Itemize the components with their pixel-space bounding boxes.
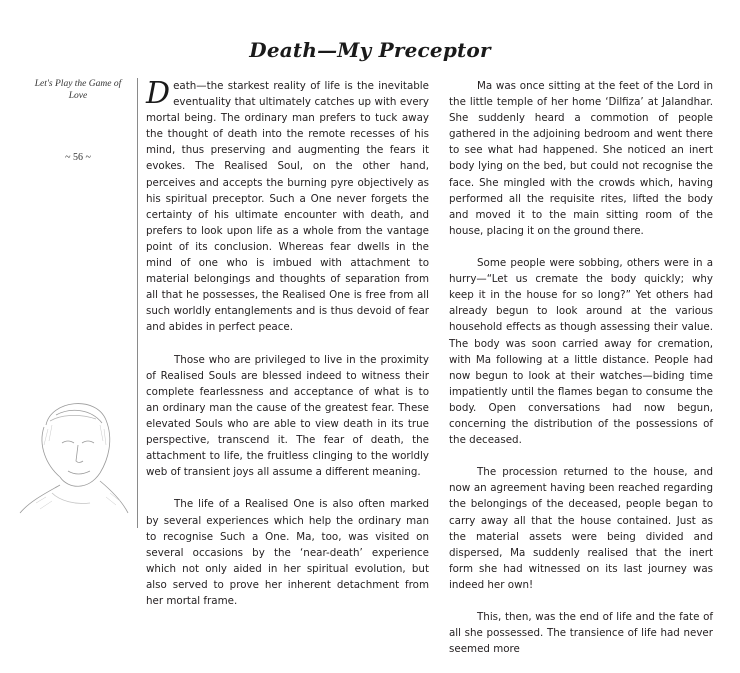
drop-cap: D bbox=[146, 76, 171, 111]
paragraph: This, then, was the end of life and the fate of all she possessed. The transience of life had never seemed more bbox=[449, 611, 713, 656]
portrait-sketch bbox=[16, 385, 131, 515]
paragraph: Some people were sobbing, others were in a hurry—“Let us cremate the body quickly; why keep it in the house for so long?” Yet others had already begun to look around at the various household effects as though assessing their value. The body was soon carried away for cremation, with Ma following at a little distance. People had now begun to look at their watches—biding time impatiently until the flames began to consume the body. Open conversations had now begun, concerning the distribution of the possessions of the deceased. bbox=[449, 257, 713, 447]
paragraph: The procession returned to the house, and now an agreement having been reached regarding the belongings of the deceased, people began to carry away all that the house contained. Just as the material assets were being divided and dispersed, Ma suddenly realised that the inert form she had witnessed on its last journey was indeed her own! bbox=[449, 466, 713, 591]
paragraph: Ma was once sitting at the feet of the Lord in the little temple of her home ‘Dilfiza’ at Jalandhar. She suddenly heard a commotion of people gathered in the adjoining bedroom and went there to see what had happened. She noticed an inert body lying on the bed, but could not recognise the face. She mingled with the crowds which, having performed all the requisite rites, lifted the body and moved it to the main sitting room of the house, placing it on the ground there. bbox=[449, 80, 713, 237]
page-title: Death—My Preceptor bbox=[249, 38, 491, 62]
book-title: Let's Play the Game of Love bbox=[34, 79, 122, 101]
paragraph: The life of a Realised One is also often marked by several experiences which help the ordinary man to recognise Such a One. Ma, too, was visited on several occasions by the ‘near-death’ experience which not only aided in her spiritual evolution, but also served to prove her inherent detachment from her mortal frame. bbox=[146, 498, 429, 607]
left-column bbox=[146, 78, 429, 625]
column-divider bbox=[137, 78, 138, 528]
paragraph: Death—the starkest reality of life is the inevitable eventuality that ultimately catches up with every mortal being. The ordinary man prefers to tuck away the thought of death into the remote recesses of his mind, thus preserving and augmenting the fears it evokes. The Realised Soul, on the other hand, perceives and accepts the burning pyre objectively as his spiritual preceptor. Such a One never forgets the certainty of his ultimate encounter with death, and prefers to look upon life as a whole from the vantage point of its conclusion. Whereas fear dwells in the mind of one who is imbued with attachment to material belongings and thoughts of separation from all that he possesses, the Realised One is free from all such worldly entanglements and is thus devoid of fear and abides in perfect peace. bbox=[146, 76, 429, 334]
page-number: ~ 56 ~ bbox=[65, 152, 91, 163]
right-column bbox=[449, 78, 713, 673]
paragraph: Those who are privileged to live in the proximity of Realised Souls are blessed indeed to witness their complete fearlessness and acceptance of what is to an ordinary man the cause of the greatest fear. These elevated Souls who are able to view death in its true perspective, transcend it. The fear of death, the attachment to life, the fruitless clinging to the worldly web of transient joys all assume a different meaning. bbox=[146, 353, 429, 479]
